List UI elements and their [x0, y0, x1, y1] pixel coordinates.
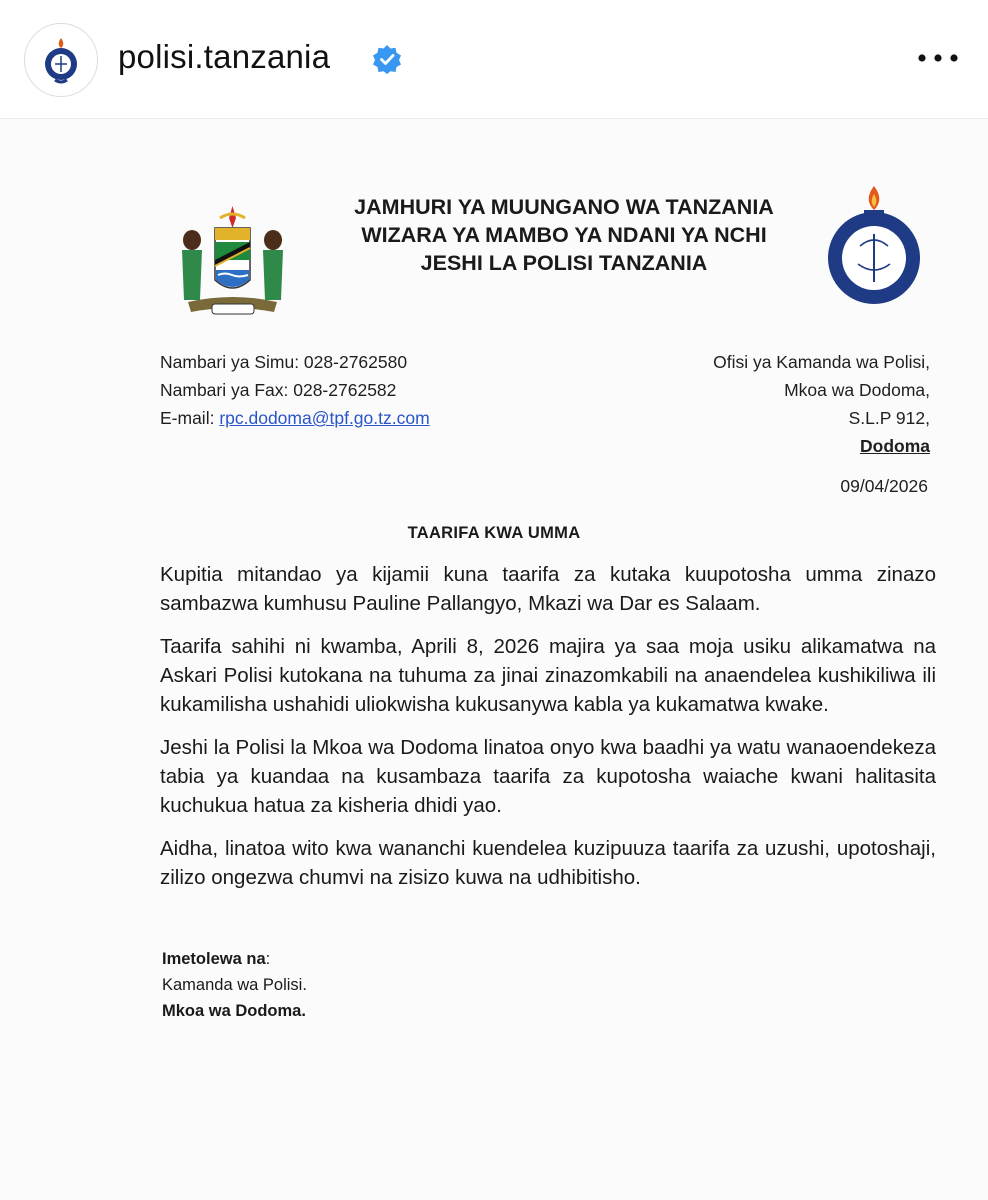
letter-heading	[300, 193, 828, 277]
profile-avatar[interactable]	[24, 23, 98, 97]
letter-date: 09/04/2026	[840, 476, 928, 496]
post-header	[0, 0, 988, 119]
signoff	[162, 946, 307, 1024]
heading-line-2: WIZARA YA MAMBO YA NDANI YA NCHI	[361, 223, 767, 247]
signoff-region: Mkoa wa Dodoma.	[162, 1002, 306, 1020]
fax-number: Nambari ya Fax: 028-2762582	[160, 380, 397, 400]
signoff-role: Kamanda wa Polisi.	[162, 976, 307, 994]
tanzania-coat-of-arms-icon	[170, 200, 295, 320]
notice-title: TAARIFA KWA UMMA	[407, 524, 581, 542]
paragraph-1: Kupitia mitandao ya kijamii kuna taarifa za kutaka kuupotosha umma zinazo sambazwa kumhusu Pauline Pallangyo, Mkazi wa Dar es Salaam.	[160, 563, 936, 615]
tanzania-police-logo-icon	[820, 184, 928, 310]
office-address	[713, 348, 930, 460]
more-options-icon[interactable]	[914, 50, 962, 66]
paragraph-4: Aidha, linatoa wito kwa wananchi kuendelea kuzipuuza taarifa za uzushi, upotoshaji, zilizo ongezwa chumvi na zisizo kuwa na udhibitisho.	[160, 837, 936, 889]
email-label: E-mail:	[160, 408, 220, 428]
paragraph-2: Taarifa sahihi ni kwamba, Aprili 8, 2026 majira ya saa moja usiku alikamatwa na Askari Polisi kutokana na tuhuma za jinai zinazomkabili na anaendelea kushikiliwa ili kukamilisha ushahidi uliokwisha kukusanywa kabla ya kukamatwa kwake.	[160, 635, 936, 716]
email-line	[160, 404, 430, 432]
address-line-1: Ofisi ya Kamanda wa Polisi,	[713, 352, 930, 372]
issued-by-line	[162, 946, 307, 972]
issued-by: Imetolewa na	[162, 950, 266, 968]
paragraph-3: Jeshi la Polisi la Mkoa wa Dodoma linatoa onyo kwa baadhi ya watu wanaoendekeza tabia ya kuandaa na kusambaza taarifa za kupotosha waiache kwani halitasita kuchukua hatua za kisheria dhidi yao.	[160, 736, 936, 817]
phone-number: Nambari ya Simu: 028-2762580	[160, 352, 408, 372]
address-city: Dodoma	[860, 436, 930, 456]
heading-line-3: JESHI LA POLISI TANZANIA	[420, 251, 708, 275]
verified-badge-icon	[372, 44, 402, 74]
email-link[interactable]: rpc.dodoma@tpf.go.tz.com	[219, 408, 430, 428]
address-line-2: Mkoa wa Dodoma,	[784, 380, 930, 400]
heading-line-1: JAMHURI YA MUUNGANO WA TANZANIA	[354, 195, 774, 219]
contact-details	[160, 348, 430, 432]
username[interactable]: polisi.tanzania	[118, 38, 331, 75]
issued-by-colon: :	[265, 950, 271, 968]
notice-body	[160, 560, 936, 906]
address-line-3: S.L.P 912,	[848, 408, 930, 428]
police-emblem-icon	[25, 24, 97, 96]
